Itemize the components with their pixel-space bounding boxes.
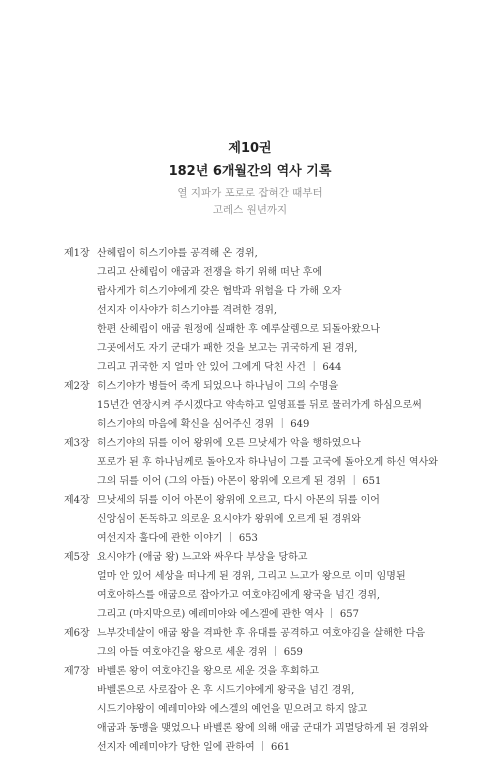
chapter-text: 그의 뒤를 이어 (그의 아들) 아몬이 왕위에 오르게 된 경위 ｜ 651 (97, 476, 382, 487)
volume-title: 제10권 (228, 141, 272, 156)
toc-line (0, 719, 500, 738)
chapter-text: 느부갓네살이 애굽 왕을 격파한 후 유대를 공격하고 여호야김을 살해한 다음 (97, 628, 426, 639)
volume-subtitle: 182년 6개월간의 역사 기록 (168, 164, 332, 179)
table-of-contents (0, 244, 500, 757)
chapter-text: 시드기야왕이 예레미야와 에스겔의 예언을 믿으려고 하지 않고 (97, 704, 368, 715)
toc-line (0, 453, 500, 472)
chapter-text: 얼마 안 있어 세상을 떠나게 된 경위, 그리고 느고가 왕으로 이미 임명된 (97, 571, 406, 582)
chapter-text: 한편 산헤립이 애굽 원정에 실패한 후 예루살렘으로 되돌아왔으나 (97, 324, 381, 335)
toc-line (0, 282, 500, 301)
toc-line (0, 434, 500, 453)
chapter-text: 선지자 예레미야가 당한 일에 관하여 ｜ 661 (97, 742, 291, 753)
toc-line (0, 586, 500, 605)
chapter-text: 애굽과 동맹을 맺었으나 바벨론 왕에 의해 애굽 군대가 괴멸당하게 된 경위와 (97, 723, 429, 734)
chapter-text: 랍사게가 히스기야에게 갖은 협박과 위험을 다 가해 오자 (97, 286, 342, 297)
chapter-label: 제5장 (64, 552, 90, 563)
chapter-text: 신앙심이 돈독하고 의로운 요시야가 왕위에 오르게 된 경위와 (97, 514, 361, 525)
chapter-text: 히스기야가 병들어 죽게 되었으나 하나님이 그의 수명을 (97, 381, 339, 392)
toc-line (0, 738, 500, 757)
toc-line (0, 567, 500, 586)
toc-line (0, 662, 500, 681)
toc-line (0, 244, 500, 263)
volume-description-line: 열 지파가 포로로 잡혀간 때부터 (177, 187, 323, 199)
toc-line (0, 529, 500, 548)
toc-line (0, 358, 500, 377)
toc-line (0, 301, 500, 320)
chapter-text: 바벨론으로 사로잡아 온 후 시드기야에게 왕국을 넘긴 경위, (97, 685, 355, 696)
chapter-label: 제2장 (64, 381, 90, 392)
toc-line (0, 396, 500, 415)
chapter-label: 제7장 (64, 666, 90, 677)
chapter-text: 히스기야의 마음에 확신을 심어주신 경위 ｜ 649 (97, 419, 310, 430)
chapter-text: 므낫세의 뒤를 이어 아몬이 왕위에 오르고, 다시 아몬의 뒤를 이어 (97, 495, 380, 506)
toc-line (0, 548, 500, 567)
chapter-text: 그리고 (마지막으로) 예레미야와 에스겔에 관한 역사 ｜ 657 (97, 609, 360, 620)
chapter-text: 그리고 산헤립이 애굽과 전쟁을 하기 위해 떠난 후에 (97, 267, 323, 278)
chapter-label: 제3장 (64, 438, 90, 449)
chapter-text: 히스기야의 뒤를 이어 왕위에 오른 므낫세가 악을 행하였으나 (97, 438, 361, 449)
chapter-text: 여호아하스를 애굽으로 잡아가고 여호야김에게 왕국을 넘긴 경위, (97, 590, 381, 601)
chapter-text: 산헤립이 히스기야를 공격해 온 경위, (97, 248, 258, 259)
toc-line (0, 624, 500, 643)
toc-line (0, 415, 500, 434)
chapter-text: 그리고 귀국한 지 얼마 안 있어 그에게 닥친 사건 ｜ 644 (97, 362, 342, 373)
toc-line (0, 681, 500, 700)
volume-description (0, 185, 500, 219)
toc-line (0, 510, 500, 529)
chapter-text: 바벨론 왕이 여호야긴을 왕으로 세운 것을 후회하고 (97, 666, 319, 677)
chapter-label: 제4장 (64, 495, 90, 506)
toc-line (0, 339, 500, 358)
toc-line (0, 472, 500, 491)
toc-line (0, 263, 500, 282)
toc-line (0, 700, 500, 719)
chapter-text: 여선지자 훌다에 관한 이야기 ｜ 653 (97, 533, 258, 544)
chapter-text: 요시야가 (애굽 왕) 느고와 싸우다 부상을 당하고 (97, 552, 308, 563)
chapter-text: 15년간 연장시켜 주시겠다고 약속하고 일영표를 뒤로 물러가게 하심으로써 (97, 400, 422, 411)
toc-line (0, 377, 500, 396)
volume-description-line: 고레스 원년까지 (212, 204, 288, 216)
toc-line (0, 491, 500, 510)
chapter-label: 제6장 (64, 628, 90, 639)
chapter-text: 포로가 된 후 하나님께로 돌아오자 하나님이 그를 고국에 돌아오게 하신 역사와 (97, 457, 438, 468)
toc-line (0, 643, 500, 662)
toc-line (0, 320, 500, 339)
toc-line (0, 605, 500, 624)
chapter-text: 그의 아들 여호야긴을 왕으로 세운 경위 ｜ 659 (97, 647, 303, 658)
chapter-text: 선지자 이사야가 히스기야를 격려한 경위, (97, 305, 278, 316)
chapter-label: 제1장 (64, 248, 90, 259)
chapter-text: 그곳에서도 자기 군대가 패한 것을 보고는 귀국하게 된 경위, (97, 343, 358, 354)
